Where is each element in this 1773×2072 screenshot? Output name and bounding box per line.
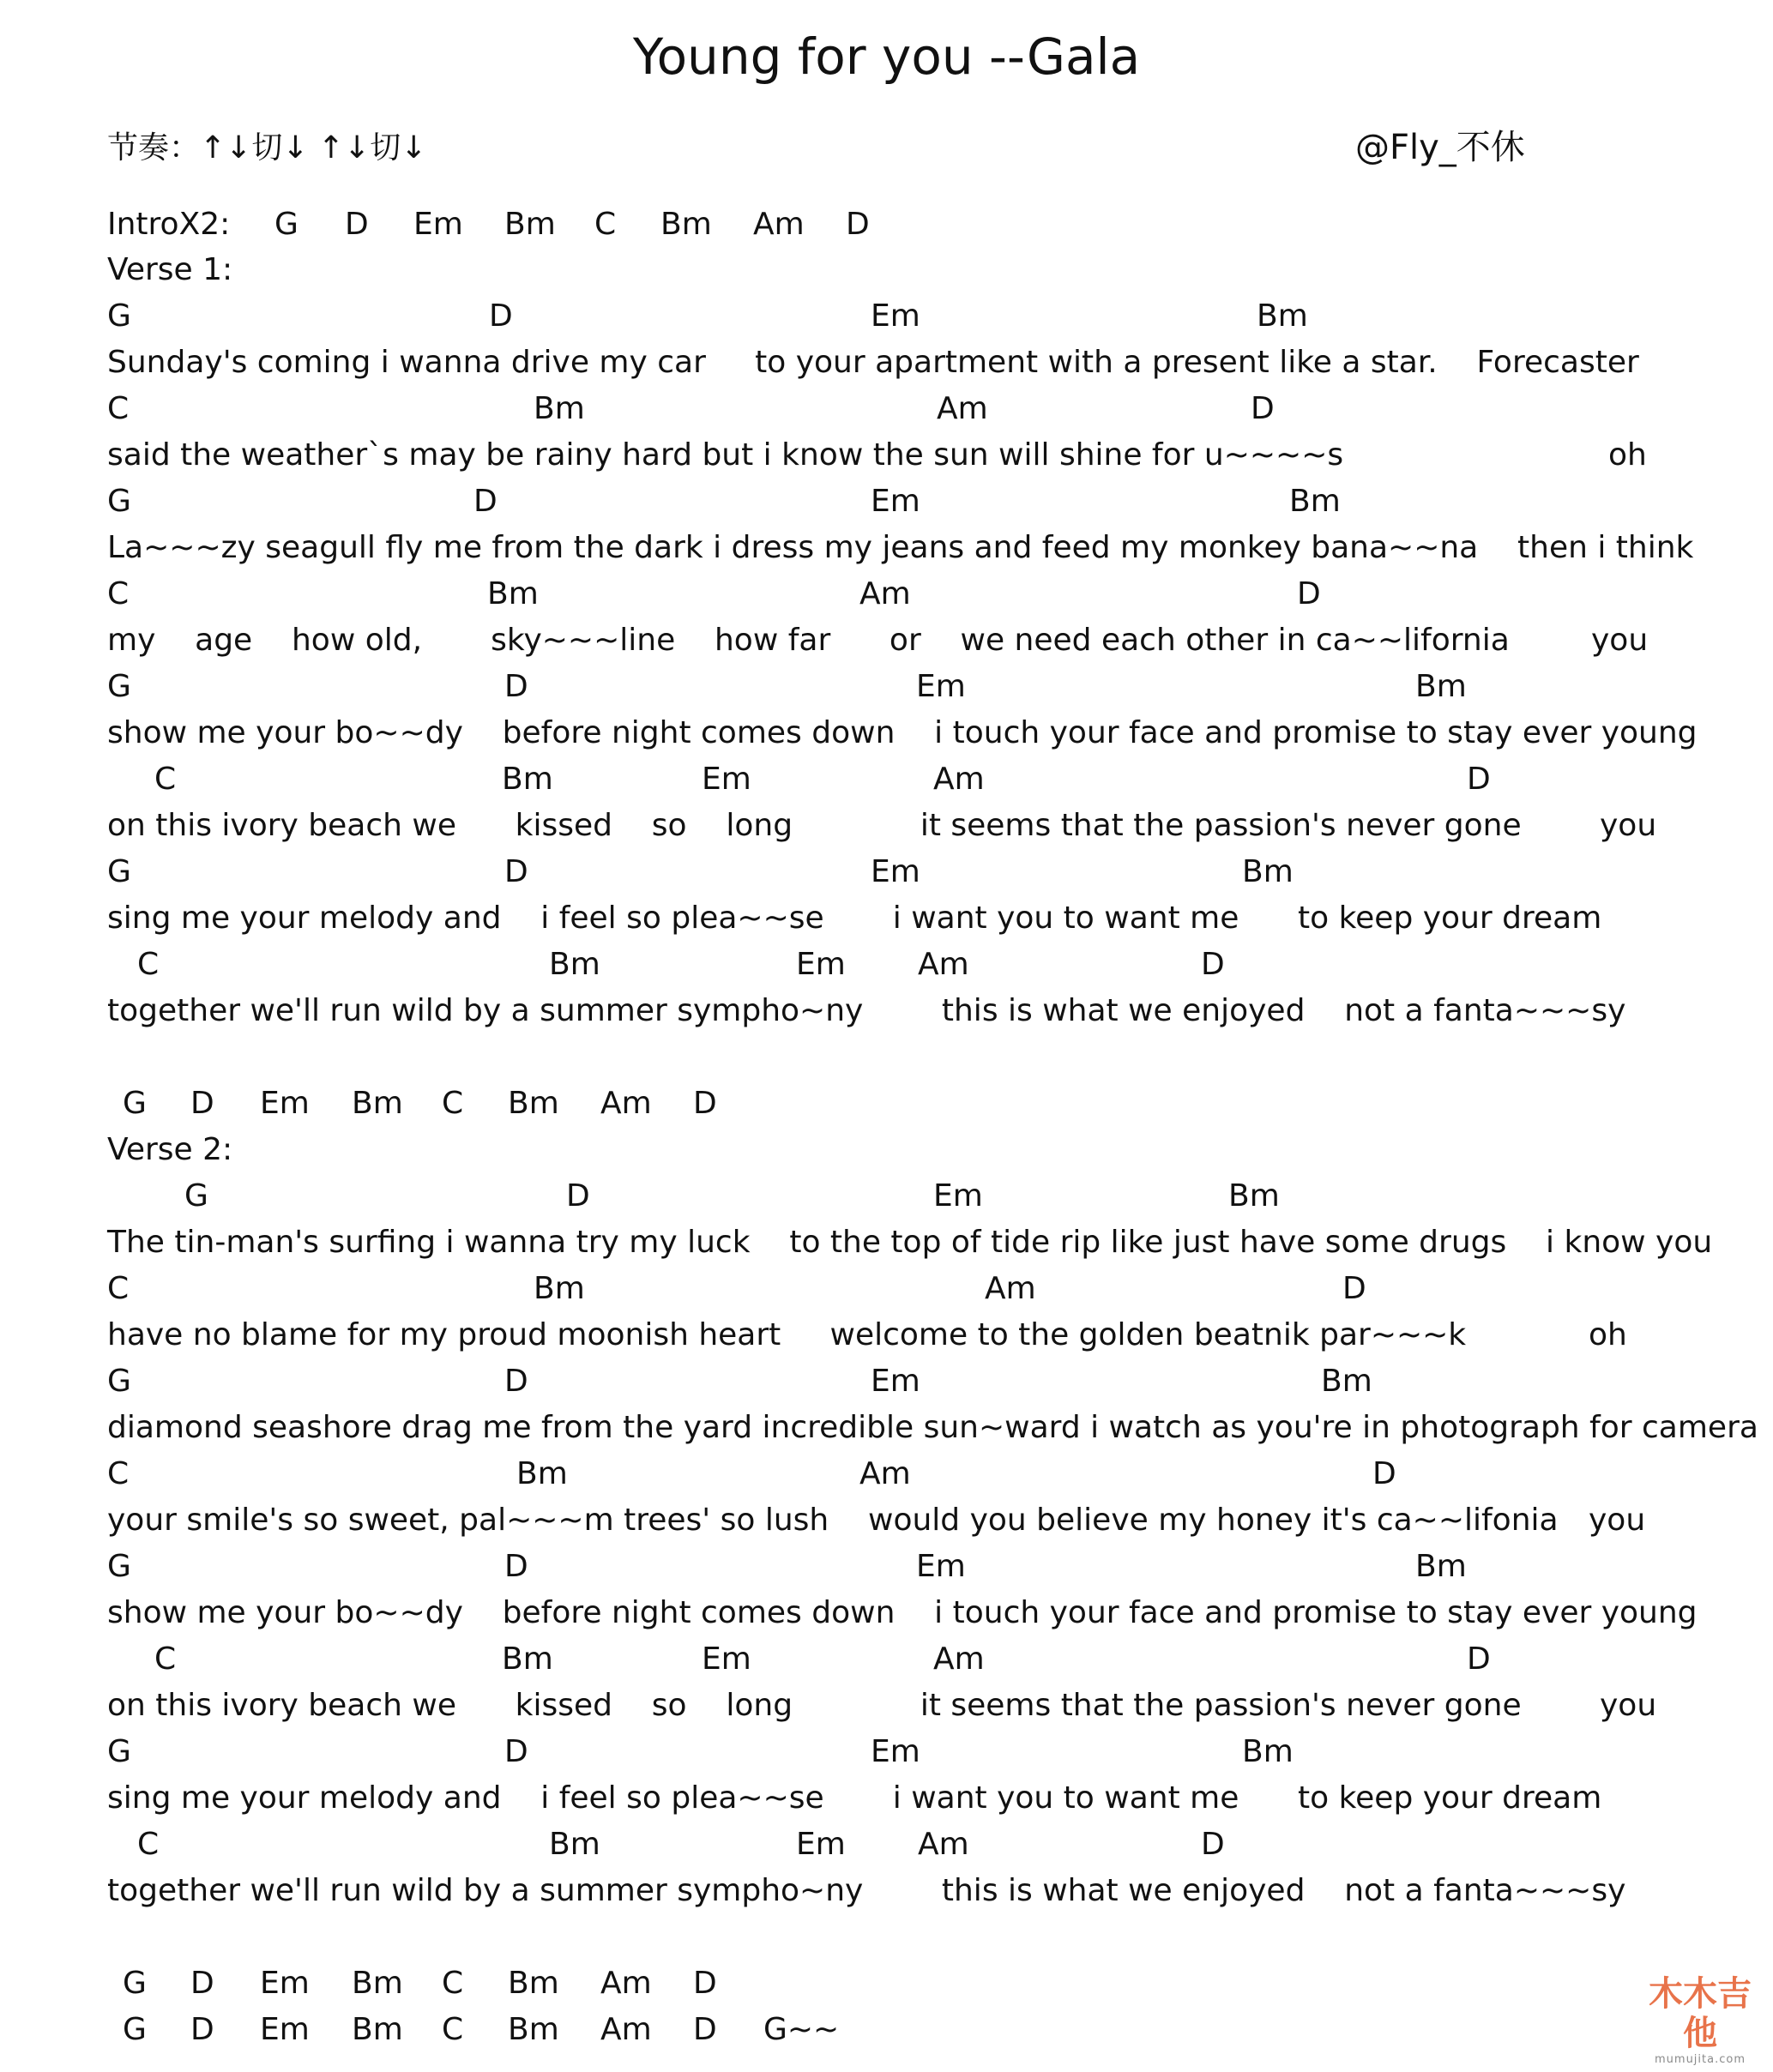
chord: D	[504, 854, 528, 889]
chord-line	[0, 2009, 1773, 2051]
chord: G	[107, 669, 131, 704]
watermark-url: mumujita.com	[1655, 2053, 1746, 2066]
chord: Bm	[508, 1966, 559, 2001]
chord: Bm	[504, 207, 556, 242]
chord-line	[0, 1638, 1773, 1681]
chord: D	[1251, 391, 1275, 426]
chord: D	[1372, 1456, 1396, 1491]
section-label	[0, 249, 1773, 292]
watermark-text: 木木吉他	[1649, 1974, 1752, 2053]
chord: D	[693, 2012, 717, 2047]
chord: C	[442, 1966, 464, 2001]
chord: G	[123, 2012, 147, 2047]
chord-line	[0, 1962, 1773, 2005]
chord: D	[489, 298, 513, 334]
chord: G	[107, 298, 131, 334]
chord: Em	[916, 669, 966, 704]
section-label-text: Verse 2:	[107, 1132, 233, 1167]
chord: C	[154, 1641, 177, 1677]
chord: Bm	[502, 762, 553, 797]
chord: D	[190, 1966, 214, 2001]
chord: Bm	[1228, 1178, 1280, 1214]
lyric-line	[0, 804, 1773, 847]
chord: Em	[260, 1966, 310, 2001]
chord: Bm	[1289, 484, 1341, 519]
chord: Am	[937, 391, 988, 426]
chord: D	[1201, 947, 1225, 982]
chord-line	[0, 1453, 1773, 1496]
lyric-text: said the weather`s may be rainy hard but i know the sun will shine for u~~~~s	[107, 437, 1344, 473]
chord: Bm	[508, 2012, 559, 2047]
chord: Em	[871, 854, 920, 889]
chord-line	[0, 758, 1773, 801]
chord: Am	[600, 1086, 652, 1121]
lyric-text: together we'll run wild by a summer sympho~ny this is what we enjoyed not a fanta~~~sy	[107, 1873, 1626, 1908]
lyric-text: you	[1600, 1688, 1657, 1723]
chord: Em	[871, 1734, 920, 1769]
chord: D	[345, 207, 369, 242]
chord-line	[0, 295, 1773, 338]
chord: Bm	[508, 1086, 559, 1121]
chord: C	[107, 576, 130, 611]
lyric-text: La~~~zy seagull fly me from the dark i dress my jeans and feed my monkey bana~~na then i think	[107, 530, 1694, 565]
chord: Em	[871, 298, 920, 334]
chord: D	[190, 1086, 214, 1121]
chord: Em	[702, 1641, 751, 1677]
chord-line	[0, 388, 1773, 431]
chord: C	[154, 762, 177, 797]
chord: D	[1342, 1271, 1366, 1306]
chord-line	[0, 1268, 1773, 1310]
chord: Bm	[549, 1827, 600, 1862]
chord: D	[1467, 1641, 1491, 1677]
section-label	[0, 1129, 1773, 1172]
chord: Bm	[487, 576, 539, 611]
lyric-text: oh	[1589, 1317, 1627, 1352]
rhythm-pattern: 节奏：↑↓切↓ ↑↓切↓	[107, 130, 427, 166]
chord: Am	[985, 1271, 1036, 1306]
lyric-line	[0, 1314, 1773, 1357]
chord: C	[137, 947, 160, 982]
chord: C	[137, 1827, 160, 1862]
chord: Am	[753, 207, 805, 242]
chord: Bm	[1242, 854, 1294, 889]
lyric-text: Sunday's coming i wanna drive my car to your apartment with a present like a star. Forecaster	[107, 345, 1639, 380]
chord: G~~	[763, 2012, 840, 2047]
chord: C	[107, 1456, 130, 1491]
chord: C	[107, 391, 130, 426]
chord: G	[107, 1734, 131, 1769]
chord-line	[0, 480, 1773, 523]
chord: G	[107, 854, 131, 889]
section-label-text: Verse 1:	[107, 252, 233, 287]
chord: D	[473, 484, 498, 519]
chord: Am	[600, 1966, 652, 2001]
chord-line	[0, 1731, 1773, 1774]
chord: G	[107, 1549, 131, 1584]
chord: D	[504, 1364, 528, 1399]
chord: Em	[796, 947, 846, 982]
chord: D	[504, 1549, 528, 1584]
chord: D	[1201, 1827, 1225, 1862]
chord: IntroX2:	[107, 207, 231, 242]
lyric-text: oh	[1608, 437, 1647, 473]
watermark-logo	[1636, 1974, 1764, 2067]
chord-line	[0, 1360, 1773, 1403]
chord-line	[0, 1823, 1773, 1866]
lyric-line	[0, 1777, 1773, 1820]
chord-line	[0, 573, 1773, 616]
chord: Bm	[1415, 1549, 1467, 1584]
lyric-text: on this ivory beach we kissed so long it seems that the passion's never gone	[107, 808, 1522, 843]
chord: D	[566, 1178, 590, 1214]
lyric-line	[0, 434, 1773, 477]
lyric-text: my age how old, sky~~~line how far or we need each other in ca~~lifornia	[107, 623, 1510, 658]
lyric-line	[0, 990, 1773, 1033]
lyric-text: The tin-man's surfing i wanna try my luck to the top of tide rip like just have some drugs i know you	[107, 1225, 1713, 1260]
lyric-text: together we'll run wild by a summer sympho~ny this is what we enjoyed not a fanta~~~sy	[107, 993, 1626, 1028]
chord: D	[504, 669, 528, 704]
chord: D	[190, 2012, 214, 2047]
chord-line	[0, 851, 1773, 894]
chord: Bm	[1415, 669, 1467, 704]
chord: C	[442, 2012, 464, 2047]
chord: Bm	[352, 2012, 403, 2047]
lyric-text: you	[1600, 808, 1657, 843]
chord: G	[107, 1364, 131, 1399]
chord: D	[1467, 762, 1491, 797]
chord: Bm	[516, 1456, 568, 1491]
lyric-text: show me your bo~~dy before night comes down i touch your face and promise to stay ever young	[107, 1595, 1698, 1630]
chord: Bm	[660, 207, 712, 242]
chord: C	[442, 1086, 464, 1121]
chord: Em	[413, 207, 463, 242]
chord: Am	[918, 1827, 969, 1862]
lyric-line	[0, 1592, 1773, 1635]
lyric-line	[0, 1499, 1773, 1542]
chord: Bm	[534, 391, 585, 426]
chord-line	[0, 1175, 1773, 1218]
chord: G	[123, 1086, 147, 1121]
chord: Bm	[502, 1641, 553, 1677]
lyric-line	[0, 527, 1773, 569]
chord: Bm	[1321, 1364, 1372, 1399]
chord: Bm	[1257, 298, 1308, 334]
lyric-line	[0, 1870, 1773, 1912]
lyric-text: your smile's so sweet, pal~~~m trees' so lush would you believe my honey it's ca~~lifonia	[107, 1503, 1559, 1538]
chord: Bm	[352, 1966, 403, 2001]
chord: Bm	[534, 1271, 585, 1306]
lyric-line	[0, 712, 1773, 755]
chord-line	[0, 203, 1773, 246]
lyric-line	[0, 1221, 1773, 1264]
chord: Em	[260, 2012, 310, 2047]
lyric-text: have no blame for my proud moonish heart welcome to the golden beatnik par~~~k	[107, 1317, 1467, 1352]
chord-line	[0, 1545, 1773, 1588]
author-credit: @Fly_不休	[1355, 128, 1525, 167]
lyric-line	[0, 341, 1773, 384]
lyric-text: diamond seashore drag me from the yard incredible sun~ward i watch as you're in photograph for camera	[107, 1410, 1758, 1445]
chord: Bm	[1242, 1734, 1294, 1769]
chord: D	[693, 1086, 717, 1121]
chord-line	[0, 943, 1773, 986]
chord: Am	[933, 762, 985, 797]
chord: D	[693, 1966, 717, 2001]
chord: D	[504, 1734, 528, 1769]
chord: D	[1297, 576, 1321, 611]
chord: D	[846, 207, 870, 242]
chord: G	[107, 484, 131, 519]
lyric-text: sing me your melody and i feel so plea~~se i want you to want me to keep your dream	[107, 1780, 1602, 1816]
lyric-line	[0, 1406, 1773, 1449]
lyric-text: you	[1589, 1503, 1646, 1538]
lyric-text: on this ivory beach we kissed so long it seems that the passion's never gone	[107, 1688, 1522, 1723]
chord: Bm	[549, 947, 600, 982]
lyric-line	[0, 1684, 1773, 1727]
chord-line	[0, 666, 1773, 708]
chord: G	[184, 1178, 208, 1214]
chord: Am	[600, 2012, 652, 2047]
chord: G	[123, 1966, 147, 2001]
lyric-line	[0, 897, 1773, 940]
chord: Em	[916, 1549, 966, 1584]
chord: Em	[871, 1364, 920, 1399]
chord: Am	[918, 947, 969, 982]
chord: Bm	[352, 1086, 403, 1121]
chord: Em	[260, 1086, 310, 1121]
lyric-line	[0, 619, 1773, 662]
lyric-text: you	[1591, 623, 1649, 658]
chord: Em	[796, 1827, 846, 1862]
song-title: Young for you --Gala	[632, 27, 1141, 86]
chord: G	[274, 207, 299, 242]
chord: C	[594, 207, 617, 242]
chord: Am	[859, 576, 911, 611]
chord: Em	[702, 762, 751, 797]
chord: Am	[859, 1456, 911, 1491]
chord: Am	[933, 1641, 985, 1677]
chord-line	[0, 1082, 1773, 1125]
lyric-text: show me your bo~~dy before night comes down i touch your face and promise to stay ever young	[107, 715, 1698, 750]
chord: C	[107, 1271, 130, 1306]
lyric-text: sing me your melody and i feel so plea~~se i want you to want me to keep your dream	[107, 900, 1602, 936]
chord: Em	[871, 484, 920, 519]
chord: Em	[933, 1178, 983, 1214]
